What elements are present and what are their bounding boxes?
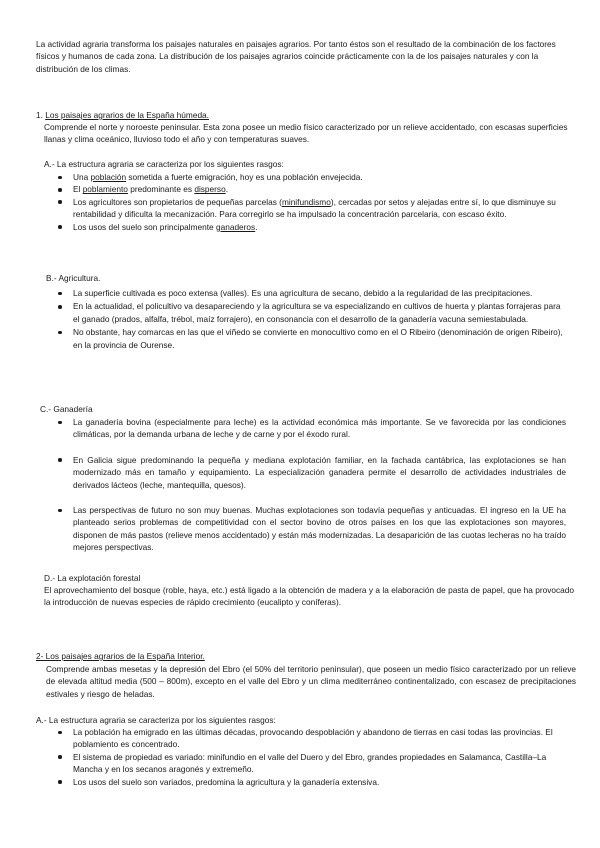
section-2-heading (36, 650, 566, 662)
section-2a-heading: A.- La estructura agraria se caracteriza por los siguientes rasgos: (36, 715, 276, 725)
section-1-title: Los paisajes agrarios de la España húmeda. (45, 110, 209, 120)
section-1a-heading: A.- La estructura agraria se caracteriza por los siguientes rasgos: (44, 159, 284, 169)
list-item: La ganadería bovina (especialmente para leche) es la actividad económica más importante. Se ve favorecida por las condiciones climáticas, por la demanda urbana de leche y de carne y por el éxodo rural. (36, 416, 566, 441)
list-item: Los usos del suelo son variados, predomina la agricultura y la ganadería extensiva. (36, 776, 566, 788)
section-1b-heading: B.- Agricultura. (46, 273, 101, 283)
section-1a-list (36, 171, 566, 233)
bullet-icon (58, 331, 62, 335)
section-1d-text: El aprovechamiento del bosque (roble, haya, etc.) está ligado a la obtención de madera y a la elaboración de pasta de papel, que ha provocado la introducción de nuevas especies de rápido crecimiento (eucalipto y coníferas). (44, 585, 574, 608)
section-1-intro: Comprende el norte y noroeste peninsular. Esta zona posee un medio físico caracterizado por un relieve accidentado, con escasas superficies llanas y clima oceánico, lluvioso todo el año y con temperaturas suaves. (44, 122, 568, 145)
list-item: Los agricultores son propietarios de pequeñas parcelas (minifundismo), cercadas por setos y alejadas entre sí, lo que disminuye su rentabilidad y dificulta la mecanización. Para corregirlo se ha impulsado la concentración parcelaria, con escaso éxito. (36, 196, 566, 221)
bullet-icon (58, 305, 62, 309)
list-item: Una población sometida a fuerte emigración, hoy es una población envejecida. (36, 171, 566, 183)
intro-paragraph: La actividad agraria transforma los paisajes naturales en paisajes agrarios. Por tanto éstos son el resultado de la combinación de los factores físicos y humanos de cada zona. La distribución de los paisajes agrarios coincide prácticamente con la de los paisajes naturales y con la distribución de los climas. (36, 39, 556, 74)
section-1c-list (36, 416, 566, 554)
bullet-icon (58, 225, 62, 229)
list-item: La población ha emigrado en las últimas décadas, provocando despoblación y abandono de tierras en casi todas las provincias. El poblamiento es concentrado. (36, 726, 566, 751)
list-item: El sistema de propiedad es variado: minifundio en el valle del Duero y del Ebro, grandes propiedades en Salamanca, Castilla–La Mancha y en los secanos aragonés y extremeño. (36, 751, 566, 776)
section-1d-heading: D.- La explotación forestal (44, 573, 141, 583)
list-item: La superficie cultivada es poco extensa (valles). Es una agricultura de secano, debido a la regularidad de las precipitaciones. (36, 287, 566, 299)
bullet-icon (58, 755, 62, 759)
list-item: No obstante, hay comarcas en las que el viñedo se convierte en monocultivo como en el O Ribeiro (denominación de origen Ribeiro), en la provincia de Ourense. (36, 326, 566, 351)
bullet-icon (58, 200, 62, 204)
section-1-heading (36, 109, 566, 121)
section-1b-list (36, 287, 566, 351)
list-item: En Galicia sigue predominando la pequeña y mediana explotación familiar, en la fachada cantábrica, las explotaciones se han modernizado más en tamaño y equipamiento. La especialización ganadera permite el desarrollo de actividades industriales de derivados lácteos (leche, mantequilla, quesos). (36, 454, 566, 491)
list-item: Los usos del suelo son principalmente ganaderos. (36, 221, 566, 233)
section-2a-list (36, 726, 566, 788)
bullet-icon (58, 509, 62, 513)
bullet-icon (58, 188, 62, 192)
section-2-title: 2- Los paisajes agrarios de la España Interior. (36, 651, 205, 661)
section-2-intro: Comprende ambas mesetas y la depresión del Ebro (el 50% del territorio peninsular), que poseen un medio físico caracterizado por un relieve de elevada altitud media (500 – 800m), excepto en el valle del Ebro y un clima mediterráneo continentalizado, con escasez de precipitaciones estivales y riesgo de heladas. (46, 664, 576, 699)
bullet-icon (58, 731, 62, 735)
section-1c-heading: C.- Ganadería (40, 404, 93, 414)
bullet-icon (58, 780, 62, 784)
list-item: En la actualidad, el policultivo va desapareciendo y la agricultura se va especializando en cultivos de huerta y plantas forrajeras para el ganado (prados, alfalfa, trébol, maíz forrajero), en consonancia con el desarrollo de la ganadería vacuna semiestabulada. (36, 300, 566, 325)
bullet-icon (58, 458, 62, 462)
bullet-icon (58, 292, 62, 296)
section-1-number: 1. (36, 110, 43, 120)
bullet-icon (58, 176, 62, 180)
list-item: El poblamiento predominante es disperso. (36, 183, 566, 195)
bullet-icon (58, 421, 62, 425)
list-item: Las perspectivas de futuro no son muy buenas. Muchas explotaciones son todavía pequeñas y anticuadas. El ingreso en la UE ha planteado serios problemas de competitividad con el sector bovino de otros países en los que las explotaciones son mayores, disponen de más pastos (relieve menos accidentado) y están más modernizadas. La desaparición de las cuotas lecheras no ha traído mejores perspectivas. (36, 504, 566, 554)
